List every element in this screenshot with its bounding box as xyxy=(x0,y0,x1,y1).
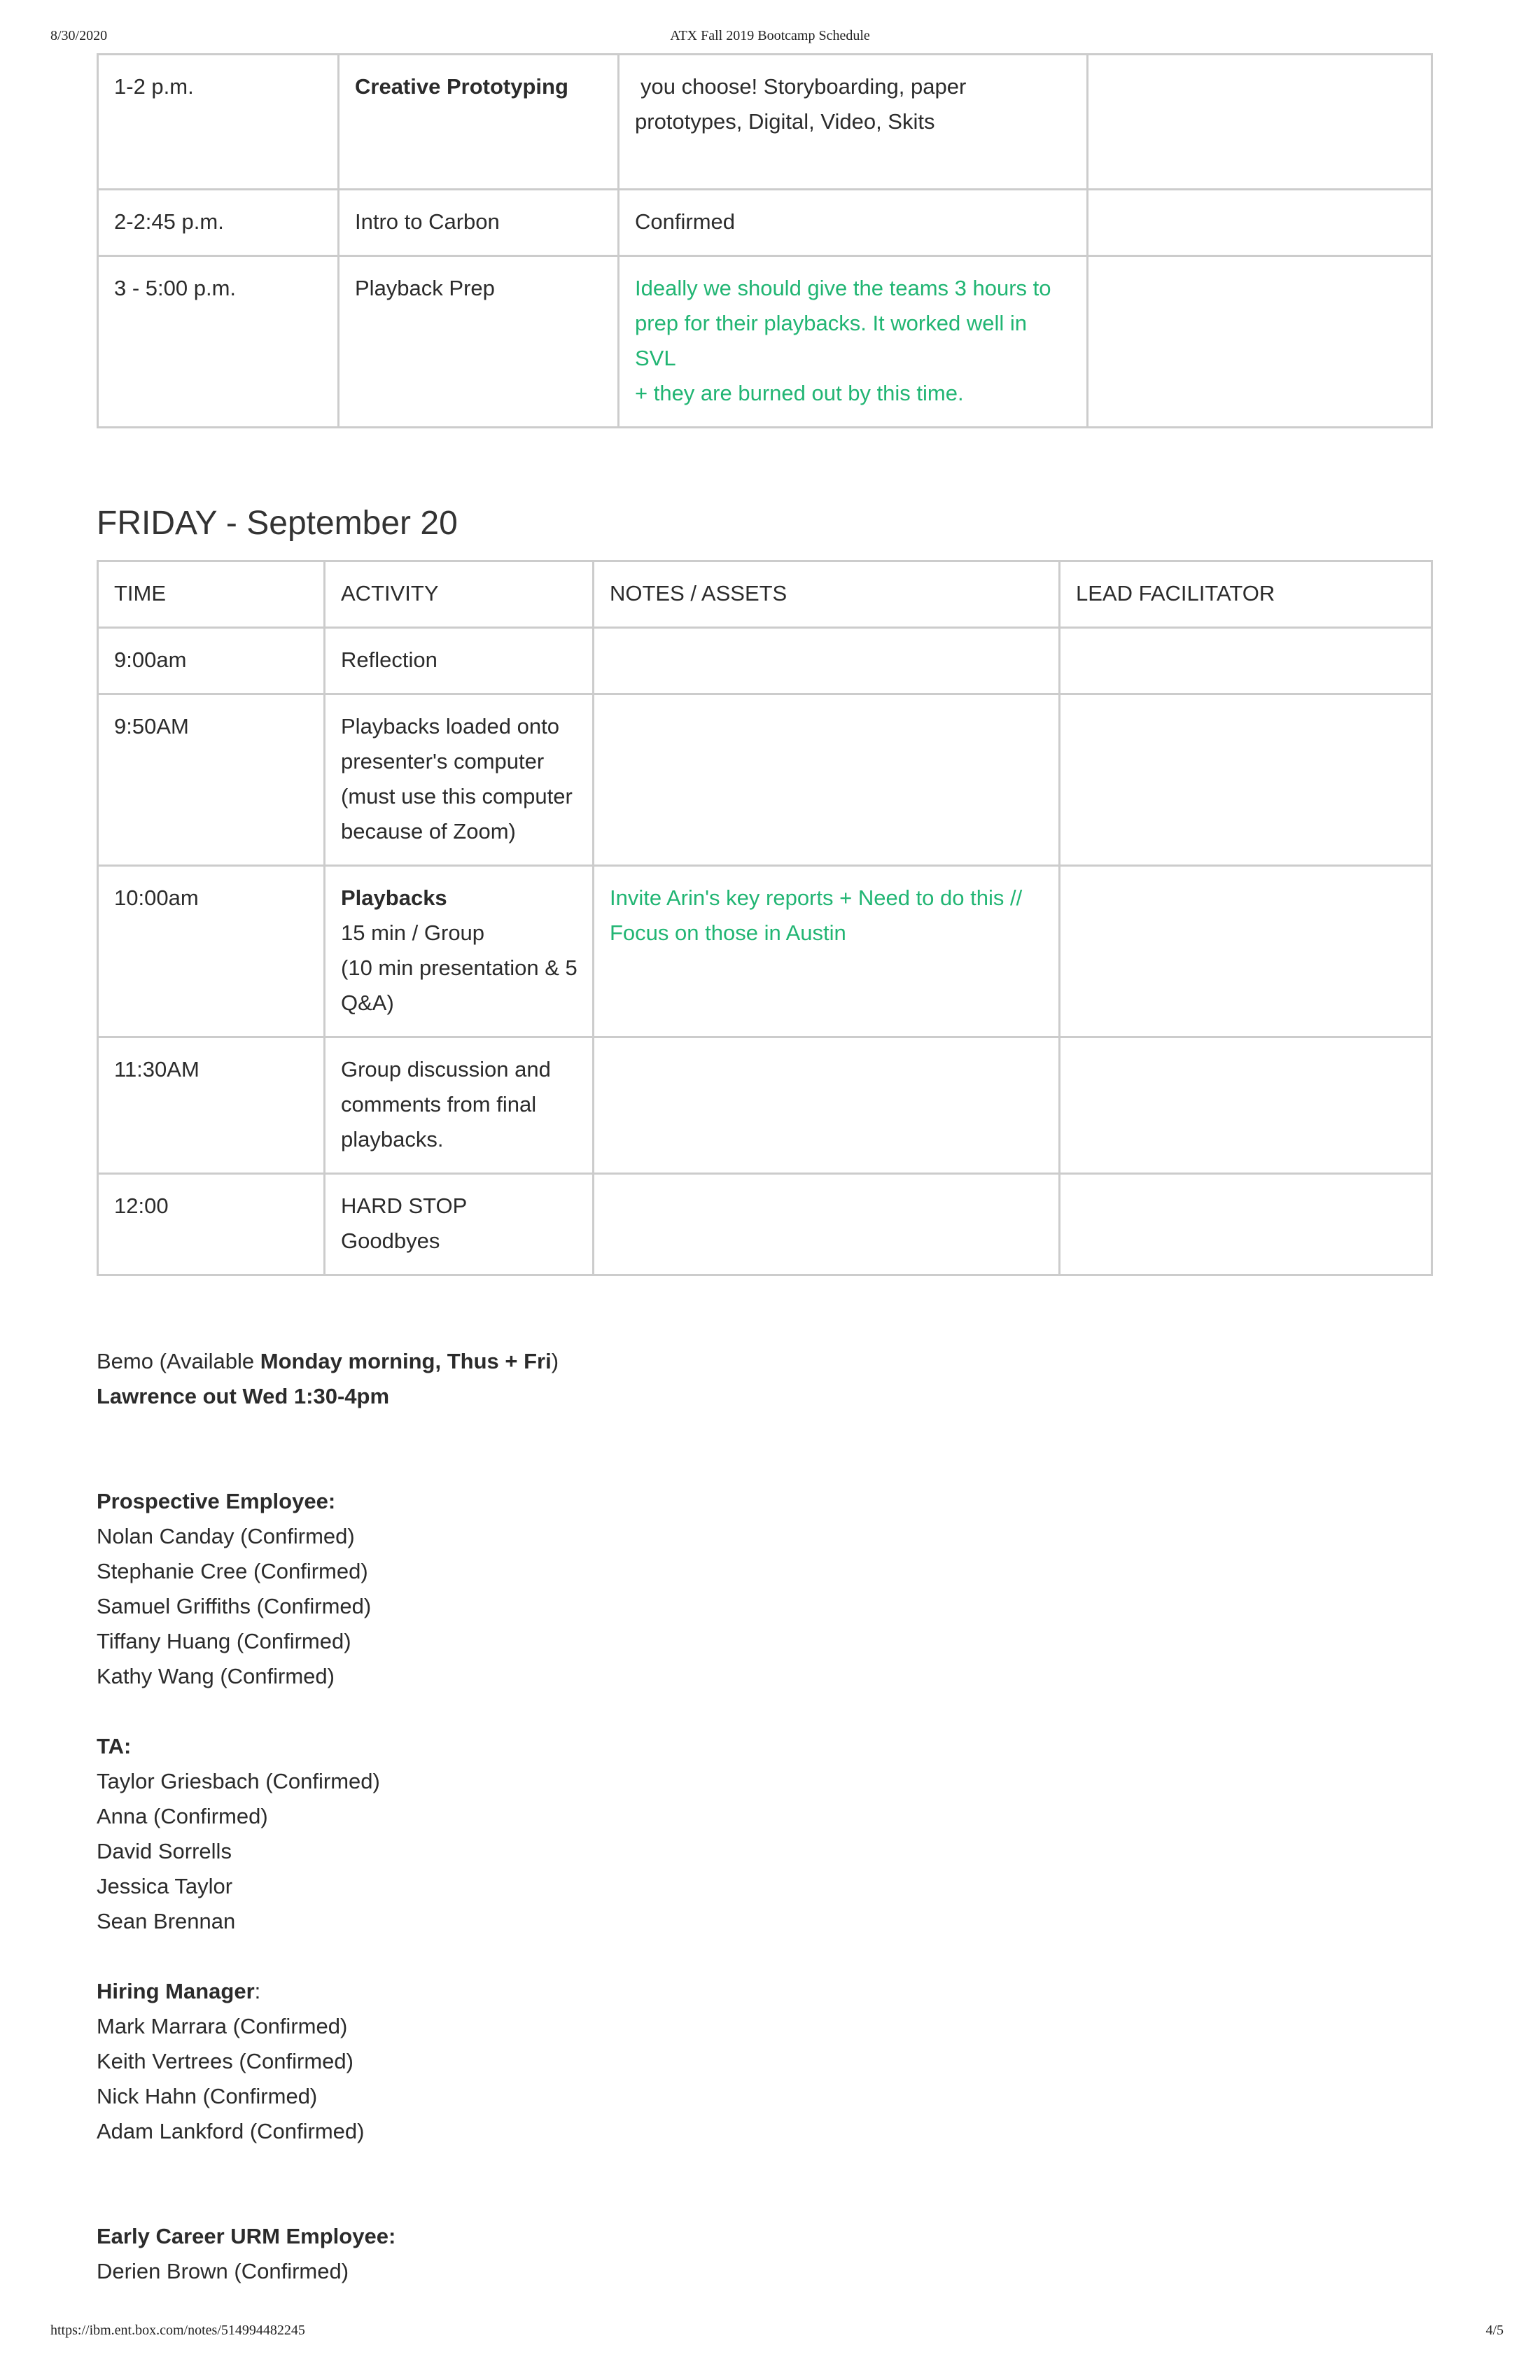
list-item: Nolan Canday (Confirmed) xyxy=(97,1524,355,1548)
participant-notes xyxy=(97,1344,559,2289)
spacer xyxy=(97,2149,559,2219)
table-row xyxy=(98,866,1432,1037)
notes-line: Ideally we should give the teams 3 hours to xyxy=(635,276,1051,300)
activity-line: Group discussion and xyxy=(341,1057,551,1082)
list-item: Sean Brennan xyxy=(97,1909,236,1933)
header-lead: LEAD FACILITATOR xyxy=(1060,561,1432,628)
notes-cell xyxy=(594,628,1060,694)
activity-line: 15 min / Group xyxy=(341,920,485,945)
notes-line: prep for their playbacks. It worked well in SVL xyxy=(635,311,1027,370)
activity-line: Playbacks loaded onto xyxy=(341,714,559,738)
list-item: David Sorrells xyxy=(97,1839,232,1863)
spacer xyxy=(97,1414,559,1484)
activity-line: because of Zoom) xyxy=(341,819,516,844)
activity-line: Playbacks xyxy=(341,886,447,910)
table-row xyxy=(98,1174,1432,1275)
time-cell: 2-2:45 p.m. xyxy=(98,190,339,256)
list-item: Keith Vertrees (Confirmed) xyxy=(97,2049,354,2073)
notes-line: prototypes, Digital, Video, Skits xyxy=(635,109,935,134)
time-cell: 11:30AM xyxy=(98,1037,325,1174)
spacer xyxy=(97,1939,559,1974)
notes-cell xyxy=(594,1037,1060,1174)
print-footer xyxy=(0,2323,1540,2351)
hiring-manager-label: Hiring Manager xyxy=(97,1979,255,2003)
activity-cell xyxy=(325,866,594,1037)
bemo-availability xyxy=(97,1344,559,1379)
activity-cell: Creative Prototyping xyxy=(339,55,619,190)
activity-line: (10 min presentation & 5 xyxy=(341,955,578,980)
time-cell: 10:00am xyxy=(98,866,325,1037)
print-page-number: 4/5 xyxy=(1485,2323,1504,2338)
print-header xyxy=(0,28,1540,56)
list-item: Nick Hahn (Confirmed) xyxy=(97,2084,318,2108)
prospective-label: Prospective Employee: xyxy=(97,1489,336,1513)
activity-cell xyxy=(325,1174,594,1275)
list-item: Taylor Griesbach (Confirmed) xyxy=(97,1769,380,1793)
table-row xyxy=(98,55,1432,190)
activity-cell xyxy=(325,694,594,866)
activity-line: presenter's computer xyxy=(341,749,545,774)
header-notes: NOTES / ASSETS xyxy=(594,561,1060,628)
header-time: TIME xyxy=(98,561,325,628)
spacer xyxy=(97,1694,559,1729)
table-row xyxy=(98,1037,1432,1174)
time-cell: 3 - 5:00 p.m. xyxy=(98,256,339,428)
lead-cell xyxy=(1060,694,1432,866)
list-item: Derien Brown (Confirmed) xyxy=(97,2259,349,2283)
lead-cell xyxy=(1060,1037,1432,1174)
time-cell: 1-2 p.m. xyxy=(98,55,339,190)
lead-cell xyxy=(1060,866,1432,1037)
print-url: https://ibm.ent.box.com/notes/514994482245 xyxy=(50,2323,305,2338)
hiring-manager-heading xyxy=(97,1974,559,2009)
table-row xyxy=(98,694,1432,866)
activity-line: Goodbyes xyxy=(341,1228,440,1253)
table-header-row xyxy=(98,561,1432,628)
notes-cell xyxy=(619,55,1088,190)
notes-cell xyxy=(594,1174,1060,1275)
activity-cell: Intro to Carbon xyxy=(339,190,619,256)
bemo-days: Monday morning, Thus + Fri xyxy=(260,1349,552,1373)
table-row xyxy=(98,256,1432,428)
list-item: Kathy Wang (Confirmed) xyxy=(97,1664,335,1688)
notes-line: + they are burned out by this time. xyxy=(635,381,964,405)
list-item: Tiffany Huang (Confirmed) xyxy=(97,1629,351,1653)
list-item: Anna (Confirmed) xyxy=(97,1804,268,1828)
header-activity: ACTIVITY xyxy=(325,561,594,628)
ta-label: TA: xyxy=(97,1734,132,1758)
lawrence-availability: Lawrence out Wed 1:30-4pm xyxy=(97,1384,390,1408)
activity-cell: Playback Prep xyxy=(339,256,619,428)
bemo-prefix: Bemo (Available xyxy=(97,1349,260,1373)
activity-line: comments from final xyxy=(341,1092,537,1116)
list-item: Adam Lankford (Confirmed) xyxy=(97,2119,365,2143)
activity-line: Q&A) xyxy=(341,990,394,1015)
list-item: Mark Marrara (Confirmed) xyxy=(97,2014,348,2038)
notes-cell: Confirmed xyxy=(619,190,1088,256)
notes-line: you choose! Storyboarding, paper xyxy=(640,74,967,99)
notes-cell xyxy=(594,866,1060,1037)
activity-cell xyxy=(325,1037,594,1174)
print-date: 8/30/2020 xyxy=(50,28,108,43)
friday-heading: FRIDAY - September 20 xyxy=(97,505,458,542)
activity-cell: Reflection xyxy=(325,628,594,694)
notes-cell xyxy=(594,694,1060,866)
lead-cell xyxy=(1088,190,1432,256)
friday-schedule-table xyxy=(97,560,1433,1276)
hiring-manager-colon: : xyxy=(254,1979,261,2003)
activity-line: (must use this computer xyxy=(341,784,573,808)
thursday-schedule-table-continued xyxy=(97,53,1433,428)
table-row xyxy=(98,190,1432,256)
list-item: Samuel Griffiths (Confirmed) xyxy=(97,1594,372,1618)
time-cell: 9:00am xyxy=(98,628,325,694)
lead-cell xyxy=(1060,628,1432,694)
notes-line: Invite Arin's key reports + Need to do this // xyxy=(610,886,1023,910)
bemo-suffix: ) xyxy=(551,1349,559,1373)
lead-cell xyxy=(1088,55,1432,190)
activity-line: HARD STOP xyxy=(341,1194,468,1218)
list-item: Jessica Taylor xyxy=(97,1874,233,1898)
lead-cell xyxy=(1088,256,1432,428)
lead-cell xyxy=(1060,1174,1432,1275)
time-cell: 9:50AM xyxy=(98,694,325,866)
urm-label: Early Career URM Employee: xyxy=(97,2224,396,2248)
activity-line: playbacks. xyxy=(341,1127,444,1152)
list-item: Stephanie Cree (Confirmed) xyxy=(97,1559,368,1583)
notes-line: Focus on those in Austin xyxy=(610,920,846,945)
time-cell: 12:00 xyxy=(98,1174,325,1275)
notes-cell xyxy=(619,256,1088,428)
table-row xyxy=(98,628,1432,694)
print-doc-title: ATX Fall 2019 Bootcamp Schedule xyxy=(670,28,870,43)
